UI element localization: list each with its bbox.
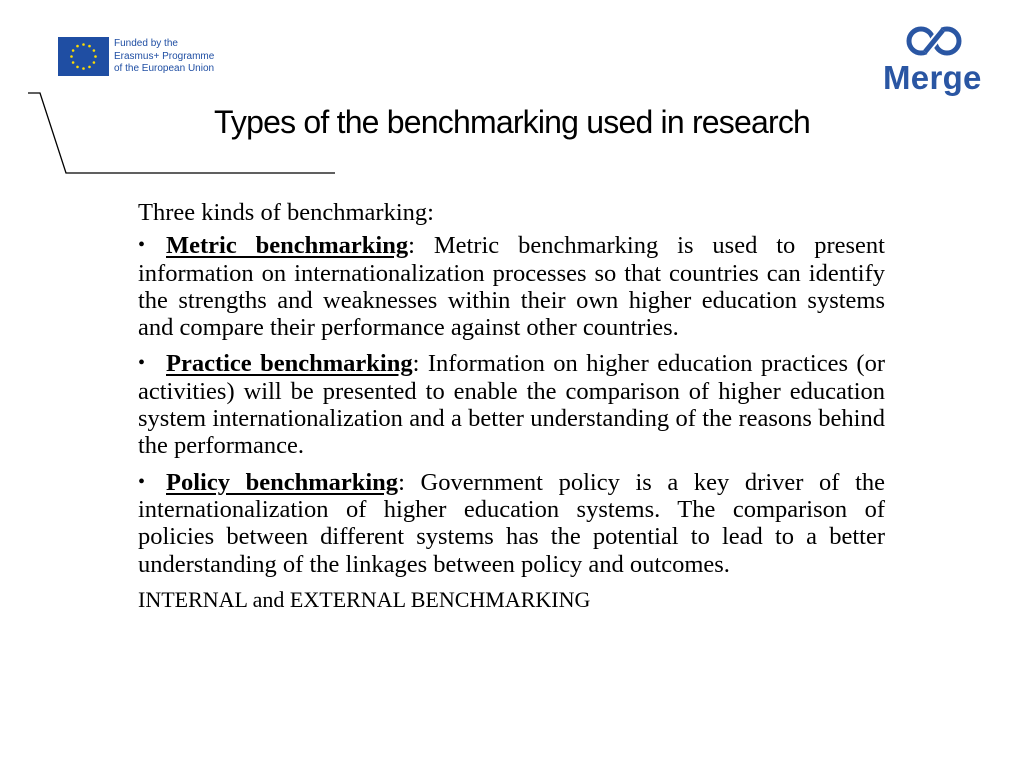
eu-text-line: of the European Union <box>114 63 215 74</box>
bullet-text: : Metric benchmarking is used to present information on internationalization processes so that countries can identify the strengths and weaknesses within their own higher education systems and compare their performance against other countries. <box>138 232 885 342</box>
bullet-text: : Government policy is a key driver of the internationalization of higher education systems. The comparison of policies between different systems has the potential to lead to a better understanding of the linkages between policy and outcomes. <box>138 468 886 578</box>
eu-text-line: Erasmus+ Programme <box>114 50 215 62</box>
bullet-item-metric <box>138 232 885 341</box>
bullet-term: Metric benchmarking <box>166 232 409 260</box>
eu-flag-icon <box>58 37 109 76</box>
bullet-dot-icon: • <box>138 234 146 257</box>
bullet-item-practice <box>138 350 885 459</box>
eu-funding-logo <box>58 37 214 76</box>
infinity-icon <box>904 24 964 58</box>
merge-wordmark: Merge <box>883 59 982 96</box>
bullet-dot-icon: • <box>138 352 146 375</box>
bullet-term: Policy benchmarking <box>166 468 399 496</box>
bullet-text: : Information on higher education practices (or activities) will be presented to enable the comparison of higher education system internationalization and a better understanding of the reasons behind the performance. <box>138 350 885 460</box>
bullet-item-policy <box>138 469 885 578</box>
slide-title: Types of the benchmarking used in research <box>213 104 811 140</box>
bullet-term: Practice benchmarking <box>166 350 413 378</box>
slide-content <box>138 199 885 613</box>
bullet-dot-icon: • <box>138 470 146 493</box>
merge-logo <box>880 24 990 98</box>
eu-funding-text <box>114 38 214 76</box>
eu-text-line: Funded by the <box>114 38 178 49</box>
intro-text: Three kinds of benchmarking: <box>138 199 434 226</box>
benchmarking-footer-text: INTERNAL and EXTERNAL BENCHMARKING <box>138 586 591 612</box>
